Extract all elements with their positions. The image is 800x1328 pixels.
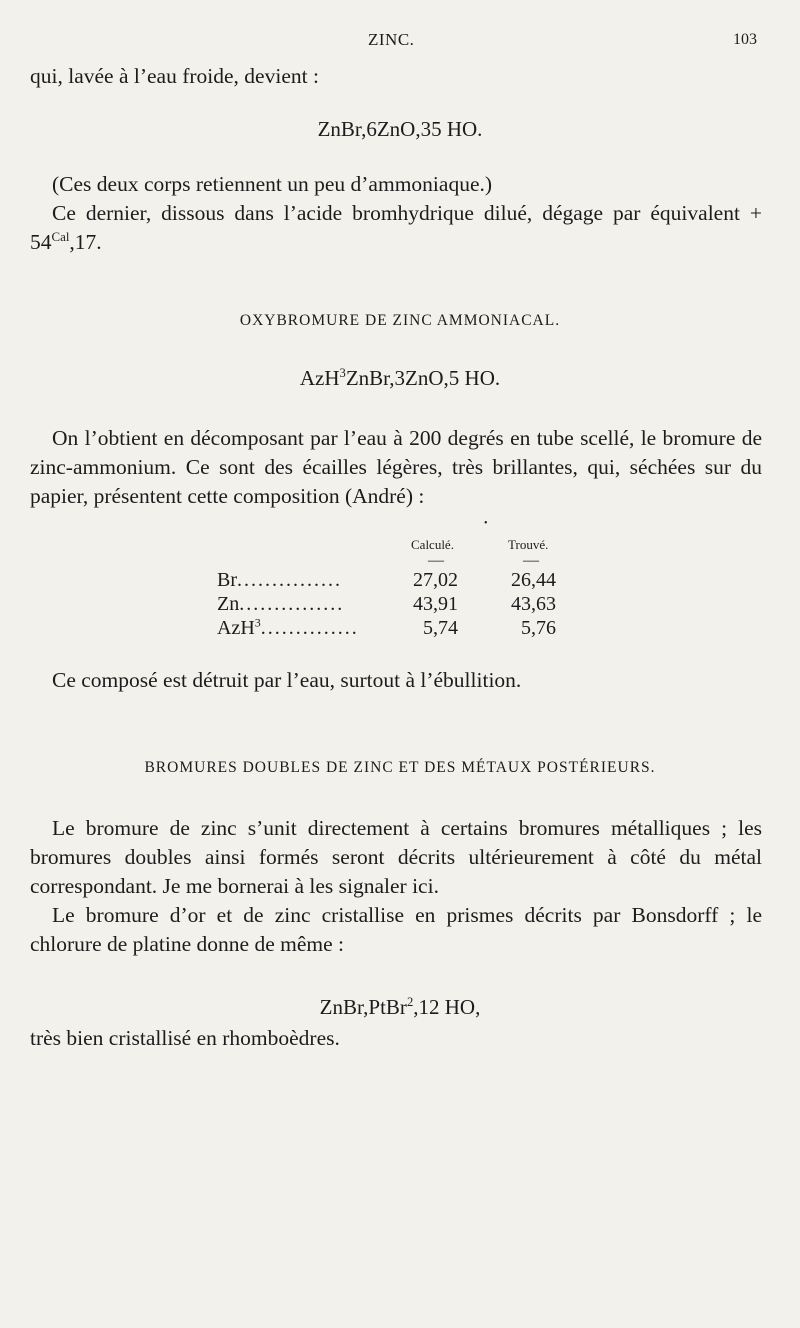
composition-table	[0, 537, 800, 657]
value-calcule: 5,74	[423, 617, 458, 639]
paragraph-ammoniaque: (Ces deux corps retiennent un peu d’ammoniaque.)	[52, 172, 493, 196]
formula-ammoniacal-sup: 3	[339, 366, 346, 380]
formula-ammoniacal-part1: AzH	[299, 366, 340, 390]
column-header-trouve: Trouvé.	[508, 537, 549, 552]
formula-ammoniacal	[0, 366, 800, 391]
running-title: ZINC.	[368, 30, 415, 49]
table-row	[0, 593, 800, 617]
row-label	[217, 569, 342, 592]
section-heading-oxybromure: OXYBROMURE DE ZINC AMMONIACAL.	[239, 312, 561, 329]
row-label	[217, 593, 344, 616]
element-superscript: 3	[254, 615, 261, 630]
element-symbol: Br	[217, 569, 237, 591]
section-heading-bromures-doubles: BROMURES DOUBLES DE ZINC ET DES MÉTAUX POSTÉRIEURS.	[144, 759, 656, 776]
page-number: 103	[733, 31, 757, 48]
formula-oxybromide: ZnBr,6ZnO,35 HO.	[317, 117, 483, 141]
paragraph-bromure-zinc: Le bromure de zinc s’unit directement à certains bromures métalliques ; les bromures doubles ainsi formés seront décrits ultérieurement à côté du métal correspondant. Je me bornerai à les signaler ici.	[30, 816, 762, 898]
paragraph-detruit: Ce composé est détruit par l’eau, surtout à l’ébullition.	[52, 668, 522, 692]
value-trouve: 43,63	[511, 593, 556, 615]
table-row	[0, 569, 800, 593]
paragraph-rhomboedres: très bien cristallisé en rhomboèdres.	[30, 1026, 340, 1050]
dot-leader: ..............	[260, 617, 359, 639]
paragraph-lavee: qui, lavée à l’eau froide, devient :	[30, 64, 319, 88]
dot-leader: ...............	[237, 569, 342, 591]
paragraph-dernier-text: Ce dernier, dissous dans l’acide bromhydrique dilué, dégage par équivalent + 54	[30, 201, 762, 254]
value-calcule: 43,91	[413, 593, 458, 615]
value-trouve: 5,76	[521, 617, 556, 639]
formula-ammoniacal-part2: ZnBr,3ZnO,5 HO.	[345, 366, 501, 390]
value-trouve: 26,44	[511, 569, 556, 591]
formula-platine-part1: ZnBr,PtBr	[319, 995, 407, 1019]
page-header	[0, 30, 800, 54]
formula-platine-part2: ,12 HO,	[413, 995, 481, 1019]
column-rule-trouve: —	[523, 552, 539, 569]
column-header-calcule: Calculé.	[411, 537, 454, 552]
paragraph-dernier	[30, 199, 762, 257]
formula-platine	[0, 995, 800, 1020]
element-symbol: Zn	[217, 593, 240, 615]
row-label	[217, 617, 359, 640]
dot-leader: ...............	[239, 593, 345, 615]
paragraph-bromure-or: Le bromure d’or et de zinc cristallise en prismes décrits par Bonsdorff ; le chlorure de platine donne de même :	[30, 903, 762, 956]
stray-mark: •	[484, 518, 488, 529]
paragraph-obtient: On l’obtient en décomposant par l’eau à 200 degrés en tube scellé, le bromure de zinc-ammonium. Ce sont des écailles légères, très brillantes, qui, séchées sur du papier, présentent cette composition (André) :	[30, 426, 762, 508]
calorie-superscript: Cal	[51, 229, 70, 244]
value-calcule: 27,02	[413, 569, 458, 591]
column-rule-calcule: —	[428, 552, 444, 569]
paragraph-dernier-end: ,17.	[69, 230, 102, 254]
formula-platine-sup: 2	[406, 995, 414, 1009]
table-row	[0, 617, 800, 641]
element-symbol: AzH	[217, 617, 255, 639]
